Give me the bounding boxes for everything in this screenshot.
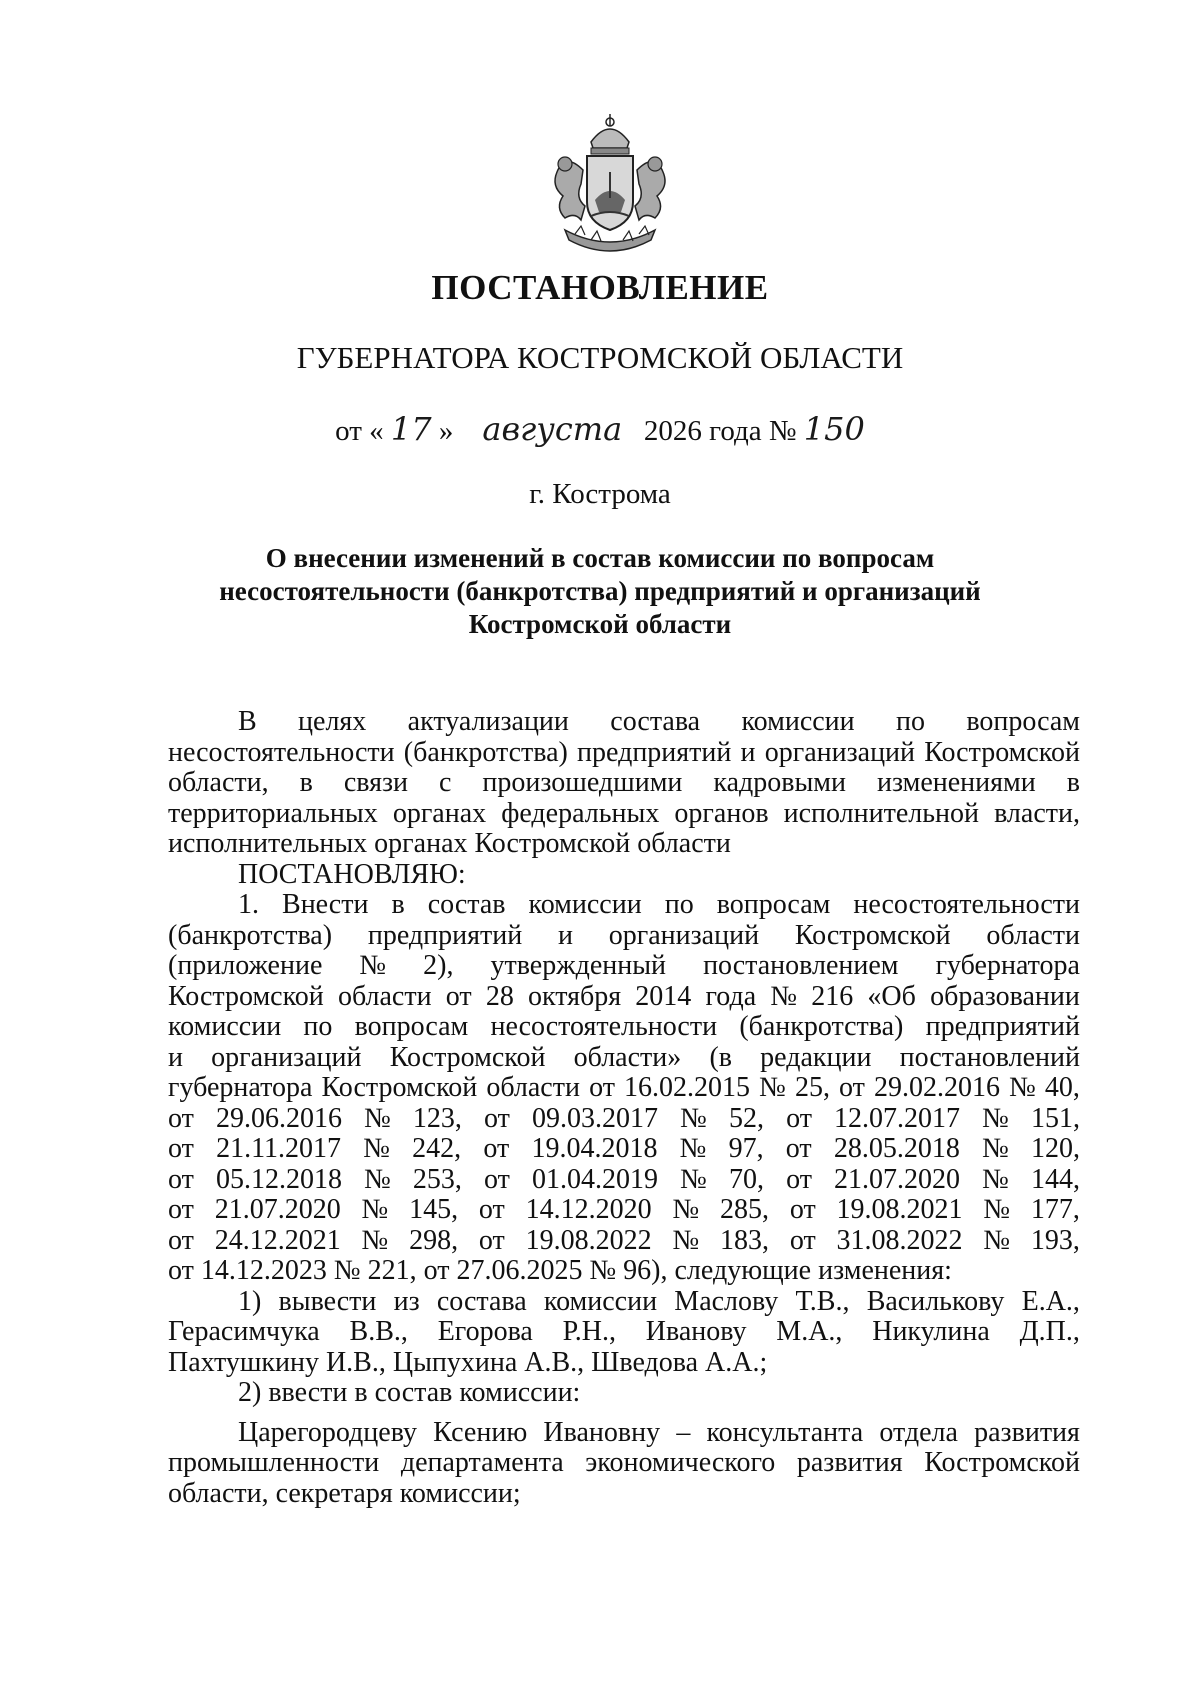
- body-line: [168, 1226, 1080, 1257]
- word: от: [168, 1224, 194, 1256]
- word: Р.Н.,: [562, 1316, 616, 1347]
- word: (банкротства): [403, 736, 568, 768]
- body-line: 2) ввести в состав комиссии:: [238, 1377, 581, 1408]
- word: связи: [343, 767, 409, 798]
- body-line: [168, 768, 1080, 799]
- word: от: [839, 1072, 865, 1103]
- word: развития: [974, 1416, 1080, 1448]
- word: 123,: [412, 1102, 462, 1134]
- word: Т.В.,: [795, 1285, 850, 1317]
- word: комиссии: [543, 1285, 658, 1317]
- word: 120,: [1030, 1133, 1080, 1164]
- word: Костромской: [389, 1041, 546, 1073]
- word: 31.08.2022: [836, 1224, 963, 1256]
- word: несостоятельности: [490, 1011, 718, 1042]
- heading-line: Костромской области: [468, 609, 732, 639]
- word: №: [983, 1194, 1011, 1225]
- word: №: [359, 950, 387, 981]
- word: федеральных: [501, 797, 660, 829]
- word: 19.08.2022: [525, 1224, 652, 1256]
- word: 28: [485, 980, 514, 1012]
- word: Егорова: [437, 1316, 533, 1347]
- word: 05.12.2018: [215, 1163, 342, 1195]
- word: несостоятельности: [853, 889, 1080, 920]
- body-line: [168, 738, 1080, 769]
- date-mid: »: [438, 415, 454, 447]
- word: губернатора: [168, 1072, 313, 1103]
- word: Д.П.,: [1019, 1316, 1080, 1347]
- word: экономического: [585, 1447, 776, 1478]
- word: органов: [674, 797, 769, 829]
- word: от: [478, 1224, 505, 1256]
- heading-line: несостоятельности (банкротства) предприятий и организаций: [219, 576, 981, 606]
- word: №: [1009, 1072, 1036, 1103]
- word: от: [168, 1163, 194, 1195]
- word: октября: [528, 980, 622, 1012]
- word: 40,: [1044, 1072, 1080, 1103]
- word: отдела: [879, 1416, 958, 1448]
- word: постановлений: [899, 1041, 1080, 1073]
- word: вывести: [278, 1285, 377, 1317]
- word: М.А.,: [776, 1316, 843, 1347]
- word: изменениями: [876, 767, 1036, 798]
- word: по: [303, 1011, 333, 1042]
- word: 216: [811, 980, 854, 1012]
- word: вопросам: [716, 889, 831, 920]
- word: предприятий: [577, 736, 732, 768]
- word: от: [484, 1163, 510, 1195]
- body-line: [168, 890, 1080, 921]
- word: организаций: [608, 919, 760, 951]
- word: Герасимчука: [168, 1316, 320, 1347]
- word: года: [705, 980, 757, 1012]
- word: Иванову: [645, 1316, 747, 1347]
- word: 2014: [635, 980, 692, 1012]
- body-line: [168, 1073, 1080, 1104]
- word: №: [983, 1224, 1011, 1256]
- word: территориальных: [168, 797, 378, 829]
- date-month-handwritten: августа: [482, 410, 623, 448]
- word: №: [680, 1163, 707, 1195]
- body-line: [168, 982, 1080, 1013]
- word: Маслову: [674, 1285, 779, 1317]
- word: №: [759, 1072, 786, 1103]
- word: 1): [238, 1285, 262, 1317]
- word: в: [1066, 767, 1080, 798]
- word: Царегородцеву: [238, 1416, 417, 1448]
- body-line: от 14.12.2023 № 221, от 27.06.2025 № 96), следующие изменения:: [168, 1255, 952, 1286]
- word: 70,: [728, 1163, 764, 1195]
- word: 183,: [719, 1224, 769, 1256]
- word: Никулина: [872, 1316, 990, 1347]
- word: власти,: [994, 797, 1080, 829]
- word: (приложение: [168, 950, 323, 981]
- word: и: [557, 919, 573, 951]
- body-line: [168, 1165, 1080, 1196]
- word: от: [483, 1133, 510, 1164]
- word: 97,: [728, 1133, 764, 1164]
- body-line: [168, 1104, 1080, 1135]
- word: (в: [709, 1041, 732, 1073]
- heading-line: О внесении изменений в состав комиссии по вопросам: [265, 543, 935, 573]
- body-line: области, секретаря комиссии;: [168, 1477, 521, 1509]
- word: от: [484, 1102, 510, 1134]
- word: «Об: [867, 980, 916, 1012]
- word: вопросам: [354, 1011, 469, 1042]
- word: Ксению: [433, 1416, 528, 1448]
- word: состав: [427, 889, 506, 920]
- word: постановлением: [703, 950, 899, 981]
- word: от: [786, 1163, 812, 1195]
- word: Е.А.,: [1021, 1285, 1080, 1317]
- word: Ивановну: [543, 1416, 661, 1448]
- word: 145,: [409, 1194, 459, 1225]
- word: №: [361, 1194, 389, 1225]
- word: 242,: [412, 1133, 462, 1164]
- word: из: [393, 1285, 420, 1317]
- word: В: [238, 706, 257, 737]
- body-line: [168, 1418, 1080, 1449]
- word: №: [361, 1224, 389, 1256]
- word: –: [676, 1416, 691, 1448]
- word: №: [982, 1133, 1009, 1164]
- word: 52,: [728, 1102, 764, 1134]
- body-line: [168, 1448, 1080, 1479]
- date-year-text: 2026 года №: [643, 415, 797, 447]
- word: 1.: [238, 889, 259, 920]
- body-line: [168, 1043, 1080, 1074]
- date-prefix: от «: [335, 415, 384, 447]
- word: организаций: [211, 1041, 362, 1073]
- city-line: г. Кострома: [529, 478, 671, 510]
- word: Василькову: [866, 1285, 1005, 1317]
- word: 24.12.2021: [214, 1224, 341, 1256]
- word: в: [391, 889, 405, 920]
- word: 29.06.2016: [215, 1102, 342, 1134]
- word: от: [445, 980, 472, 1012]
- body-line: [168, 799, 1080, 830]
- word: (банкротства): [168, 919, 333, 951]
- word: вопросам: [966, 706, 1080, 737]
- date-day-handwritten: 17: [390, 410, 432, 448]
- document-body: [168, 707, 1080, 1509]
- word: 177,: [1030, 1194, 1080, 1225]
- word: 01.04.2019: [532, 1163, 659, 1195]
- word: по: [664, 889, 694, 920]
- word: 193,: [1030, 1224, 1080, 1256]
- word: развития: [796, 1447, 903, 1478]
- word: комиссии: [741, 706, 855, 737]
- word: 298,: [409, 1224, 459, 1256]
- word: 144,: [1030, 1163, 1080, 1195]
- word: Костромской: [924, 1447, 1080, 1478]
- coat-of-arms-emblem: [535, 112, 685, 260]
- word: 253,: [412, 1163, 462, 1195]
- word: кадровыми: [713, 767, 846, 798]
- word: от: [786, 1102, 812, 1134]
- document-title: ПОСТАНОВЛЕНИЕ: [431, 268, 769, 307]
- word: В.В.,: [349, 1316, 408, 1347]
- word: утвержденный: [490, 950, 667, 981]
- date-line: [0, 410, 1200, 448]
- word: 21.11.2017: [216, 1133, 342, 1164]
- body-line-decree: ПОСТАНОВЛЯЮ:: [238, 858, 466, 890]
- word: в: [299, 767, 313, 798]
- word: от: [478, 1194, 505, 1225]
- word: №: [672, 1194, 700, 1225]
- word: органах: [392, 797, 487, 829]
- word: предприятий: [367, 919, 523, 951]
- body-line: [168, 707, 1080, 738]
- word: от: [589, 1072, 615, 1103]
- word: исполнительной: [783, 797, 979, 829]
- word: области: [986, 919, 1080, 951]
- word: и: [168, 1041, 183, 1073]
- word: №: [679, 1133, 707, 1164]
- word: Костромской: [924, 736, 1080, 768]
- word: №: [364, 1102, 391, 1134]
- word: области: [486, 1072, 580, 1103]
- word: актуализации: [407, 706, 569, 737]
- word: образовании: [930, 980, 1080, 1012]
- word: области»: [573, 1041, 682, 1073]
- word: губернатора: [935, 950, 1080, 981]
- word: 21.07.2020: [834, 1163, 961, 1195]
- word: №: [982, 1102, 1009, 1134]
- body-line: [168, 1317, 1080, 1348]
- word: №: [363, 1133, 390, 1164]
- word: 19.04.2018: [531, 1133, 658, 1164]
- word: 28.05.2018: [833, 1133, 960, 1164]
- document-subtitle: ГУБЕРНАТОРА КОСТРОМСКОЙ ОБЛАСТИ: [296, 340, 904, 375]
- word: 151,: [1030, 1102, 1080, 1134]
- word: 16.02.2015: [624, 1072, 751, 1103]
- word: №: [672, 1224, 700, 1256]
- word: от: [789, 1194, 816, 1225]
- word: 285,: [719, 1194, 769, 1225]
- word: организаций: [764, 736, 916, 768]
- word: Костромской: [168, 980, 324, 1012]
- word: департамента: [400, 1447, 564, 1478]
- word: по: [896, 706, 925, 737]
- word: консультанта: [706, 1416, 864, 1448]
- word: 25,: [794, 1072, 830, 1103]
- word: и: [740, 736, 756, 768]
- word: области: [337, 980, 432, 1012]
- body-line: [168, 1287, 1080, 1318]
- body-line: [168, 1012, 1080, 1043]
- word: состава: [610, 706, 701, 737]
- word: состава: [436, 1285, 527, 1317]
- word: 21.07.2020: [214, 1194, 341, 1225]
- word: произошедшими: [482, 767, 683, 798]
- body-line: Пахтушкину И.В., Цыпухина А.В., Шведова А.А.;: [168, 1346, 768, 1378]
- word: целях: [298, 706, 367, 737]
- word: промышленности: [168, 1447, 380, 1478]
- word: от: [789, 1224, 816, 1256]
- word: Внести: [282, 889, 369, 920]
- word: области,: [168, 767, 269, 798]
- word: 09.03.2017: [532, 1102, 659, 1134]
- word: Костромской: [321, 1072, 478, 1103]
- word: от: [168, 1194, 194, 1225]
- word: №: [770, 980, 798, 1012]
- word: 12.07.2017: [834, 1102, 961, 1134]
- word: от: [168, 1102, 194, 1134]
- word: несостоятельности: [168, 736, 395, 768]
- body-line: [168, 1195, 1080, 1226]
- body-line: [168, 951, 1080, 982]
- body-line: [168, 1134, 1080, 1165]
- word: (банкротства): [739, 1011, 904, 1042]
- document-number-handwritten: 150: [803, 410, 865, 448]
- document-heading: [200, 542, 1000, 641]
- word: 29.02.2016: [874, 1072, 1000, 1103]
- word: комиссии: [528, 889, 642, 920]
- word: комиссии: [168, 1011, 282, 1042]
- word: редакции: [760, 1041, 872, 1073]
- word: №: [364, 1163, 391, 1195]
- word: 2),: [423, 950, 454, 981]
- word: №: [680, 1102, 707, 1134]
- word: с: [439, 767, 452, 798]
- word: предприятий: [925, 1011, 1080, 1042]
- body-line: [168, 921, 1080, 952]
- word: от: [785, 1133, 812, 1164]
- word: №: [982, 1163, 1009, 1195]
- word: от: [168, 1133, 194, 1164]
- word: 19.08.2021: [836, 1194, 963, 1225]
- word: 14.12.2020: [525, 1194, 652, 1225]
- word: Костромской: [794, 919, 951, 951]
- body-line: исполнительных органах Костромской области: [168, 828, 731, 859]
